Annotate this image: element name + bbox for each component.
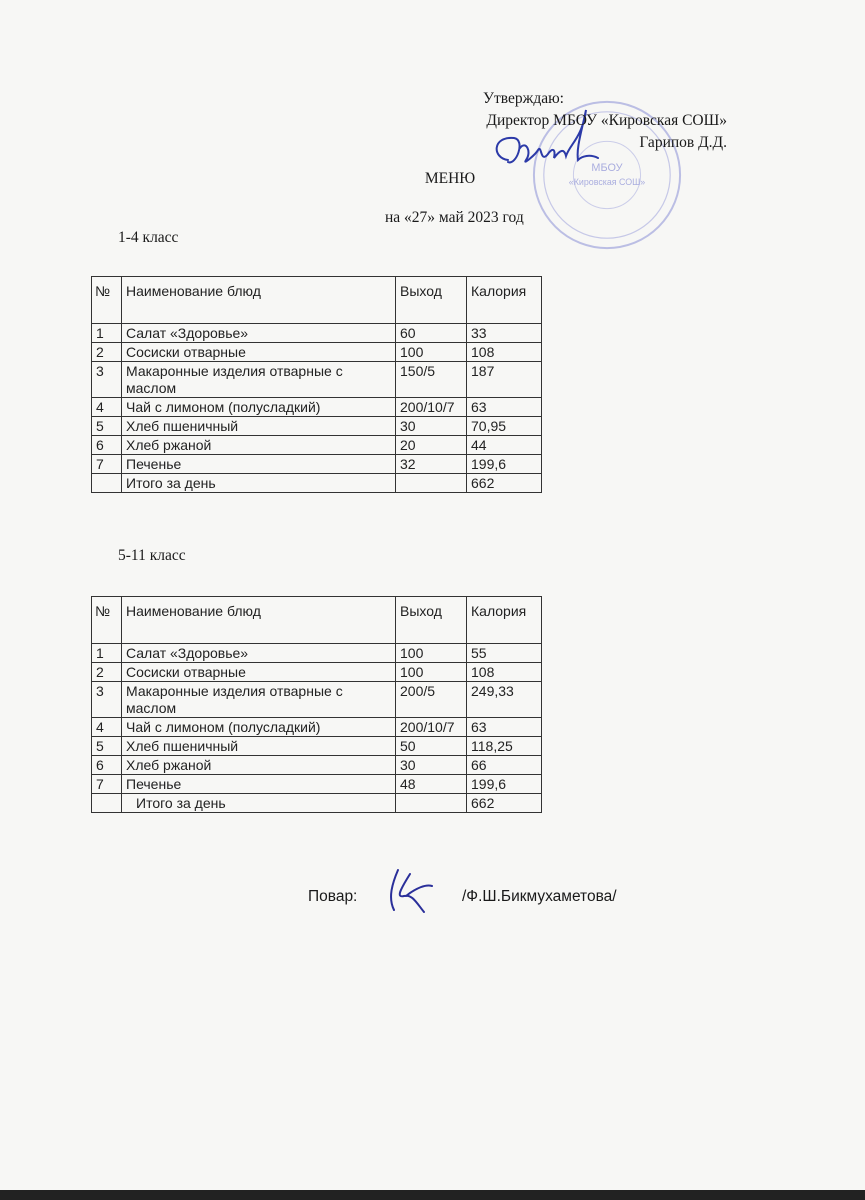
total-output <box>396 474 467 493</box>
table-row <box>92 756 542 775</box>
scan-edge <box>0 1190 865 1200</box>
total-output <box>396 794 467 813</box>
director-line: Директор МБОУ «Кировская СОШ» <box>486 112 727 129</box>
header-calories: Калория <box>467 277 542 324</box>
table-row <box>92 718 542 737</box>
table-row <box>92 398 542 417</box>
approve-label: Утверждаю: <box>483 90 564 107</box>
menu-title: МЕНЮ <box>424 170 476 187</box>
row-name: Салат «Здоровье» <box>122 324 396 343</box>
header-calories: Калория <box>467 597 542 644</box>
row-calories: 63 <box>467 718 542 737</box>
header-num: № <box>92 597 122 644</box>
row-calories: 108 <box>467 663 542 682</box>
row-output: 20 <box>396 436 467 455</box>
row-calories: 63 <box>467 398 542 417</box>
row-num: 3 <box>92 682 122 718</box>
table-row <box>92 644 542 663</box>
row-name: Печенье <box>122 775 396 794</box>
row-num: 2 <box>92 343 122 362</box>
table-row <box>92 343 542 362</box>
svg-text:МБОУ: МБОУ <box>591 162 623 175</box>
row-name: Хлеб ржаной <box>122 436 396 455</box>
row-output: 100 <box>396 644 467 663</box>
row-name: Сосиски отварные <box>122 343 396 362</box>
row-calories: 118,25 <box>467 737 542 756</box>
director-name: Гарипов Д.Д. <box>639 134 727 151</box>
row-calories: 55 <box>467 644 542 663</box>
row-calories: 70,95 <box>467 417 542 436</box>
row-output: 150/5 <box>396 362 467 398</box>
table-row <box>92 436 542 455</box>
row-name: Хлеб ржаной <box>122 756 396 775</box>
header-name: Наименование блюд <box>122 597 396 644</box>
row-calories: 33 <box>467 324 542 343</box>
cook-signature <box>380 866 436 916</box>
row-name: Печенье <box>122 455 396 474</box>
row-name: Салат «Здоровье» <box>122 644 396 663</box>
row-num: 6 <box>92 436 122 455</box>
table-row <box>92 362 542 398</box>
row-calories: 66 <box>467 756 542 775</box>
row-name: Хлеб пшеничный <box>122 417 396 436</box>
cook-label: Повар: <box>308 888 358 905</box>
total-label: Итого за день <box>122 794 396 813</box>
row-num: 1 <box>92 324 122 343</box>
row-name: Сосиски отварные <box>122 663 396 682</box>
row-num: 4 <box>92 398 122 417</box>
row-num: 3 <box>92 362 122 398</box>
row-calories: 249,33 <box>467 682 542 718</box>
row-output: 60 <box>396 324 467 343</box>
table-row <box>92 663 542 682</box>
row-num: 6 <box>92 756 122 775</box>
row-output: 200/5 <box>396 682 467 718</box>
table-total-row <box>92 794 542 813</box>
menu-table-1-4 <box>91 276 542 493</box>
row-num: 5 <box>92 737 122 756</box>
table-header-row <box>92 277 542 324</box>
row-output: 100 <box>396 343 467 362</box>
table-row <box>92 324 542 343</box>
total-num <box>92 794 122 813</box>
row-num: 1 <box>92 644 122 663</box>
row-output: 200/10/7 <box>396 718 467 737</box>
header-num: № <box>92 277 122 324</box>
table-total-row <box>92 474 542 493</box>
total-calories: 662 <box>467 474 542 493</box>
header-output: Выход <box>396 277 467 324</box>
row-output: 100 <box>396 663 467 682</box>
menu-table-5-11 <box>91 596 542 813</box>
row-output: 50 <box>396 737 467 756</box>
table-header-row <box>92 597 542 644</box>
table-row <box>92 737 542 756</box>
row-num: 7 <box>92 455 122 474</box>
row-output: 30 <box>396 756 467 775</box>
row-calories: 187 <box>467 362 542 398</box>
total-label: Итого за день <box>122 474 396 493</box>
table-row <box>92 682 542 718</box>
row-calories: 199,6 <box>467 455 542 474</box>
row-num: 4 <box>92 718 122 737</box>
row-output: 30 <box>396 417 467 436</box>
row-calories: 108 <box>467 343 542 362</box>
svg-text:«Кировская СОШ»: «Кировская СОШ» <box>568 176 646 187</box>
row-output: 200/10/7 <box>396 398 467 417</box>
class-label-1-4: 1-4 класс <box>118 229 179 246</box>
cook-name: /Ф.Ш.Бикмухаметова/ <box>462 888 617 905</box>
row-calories: 44 <box>467 436 542 455</box>
menu-date: на «27» май 2023 год <box>385 209 524 226</box>
row-num: 7 <box>92 775 122 794</box>
row-num: 2 <box>92 663 122 682</box>
table-row <box>92 417 542 436</box>
class-label-5-11: 5-11 класс <box>118 547 186 564</box>
row-calories: 199,6 <box>467 775 542 794</box>
table-row <box>92 775 542 794</box>
row-num: 5 <box>92 417 122 436</box>
row-output: 48 <box>396 775 467 794</box>
table-row <box>92 455 542 474</box>
header-output: Выход <box>396 597 467 644</box>
total-num <box>92 474 122 493</box>
row-name: Чай с лимоном (полусладкий) <box>122 398 396 417</box>
row-name: Хлеб пшеничный <box>122 737 396 756</box>
row-name: Макаронные изделия отварные с маслом <box>122 682 396 718</box>
header-name: Наименование блюд <box>122 277 396 324</box>
total-calories: 662 <box>467 794 542 813</box>
approval-block <box>427 88 727 154</box>
row-name: Макаронные изделия отварные с маслом <box>122 362 396 398</box>
row-name: Чай с лимоном (полусладкий) <box>122 718 396 737</box>
row-output: 32 <box>396 455 467 474</box>
